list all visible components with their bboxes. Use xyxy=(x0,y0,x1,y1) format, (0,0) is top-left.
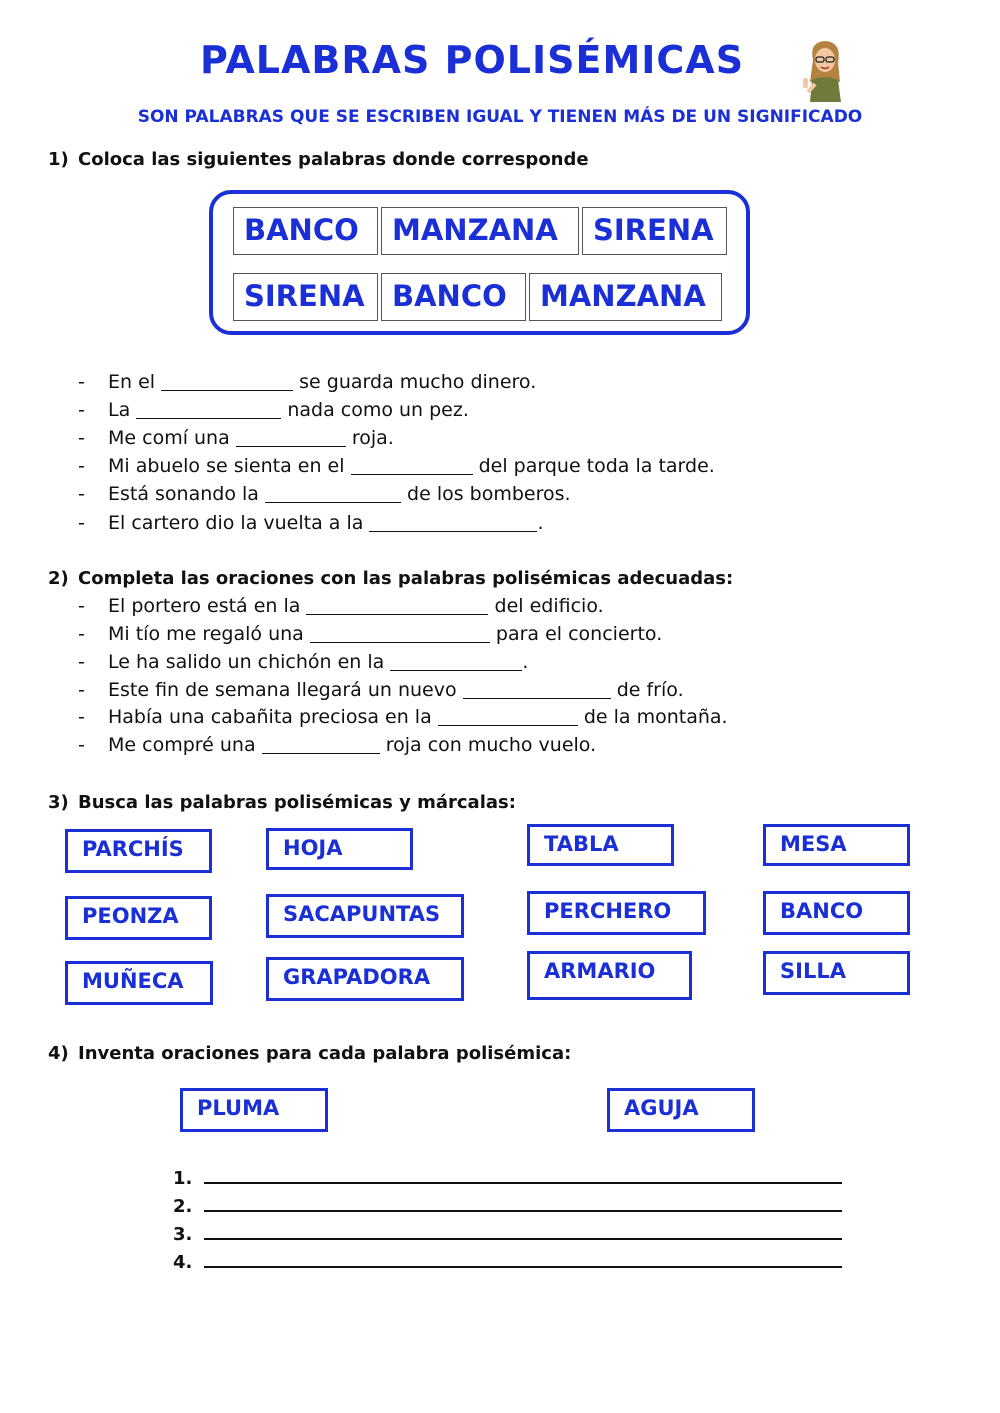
polysemy-word-tag[interactable]: HOJA xyxy=(266,828,413,870)
section3-title: Busca las palabras polisémicas y márcalas: xyxy=(78,792,516,813)
answer-blank[interactable] xyxy=(351,456,473,475)
sentence-word-tag: PLUMA xyxy=(180,1088,328,1132)
answer-blank[interactable] xyxy=(265,484,401,503)
sentence-line: - Mi abuelo se sienta en el del parque toda la tarde. xyxy=(78,455,715,477)
word-bank-item: BANCO xyxy=(381,273,526,321)
section1-title: Coloca las siguientes palabras donde corresponde xyxy=(78,149,589,170)
sentence-line: - Le ha salido un chichón en la . xyxy=(78,651,529,673)
section2-heading xyxy=(48,568,733,589)
section4-heading xyxy=(48,1043,571,1064)
polysemy-word-tag[interactable]: ARMARIO xyxy=(527,951,692,1000)
writing-line[interactable]: 1. xyxy=(173,1168,842,1189)
teacher-avatar-icon xyxy=(795,38,855,102)
word-bank-item: MANZANA xyxy=(381,207,579,255)
sentence-line: - Me compré una roja con mucho vuelo. xyxy=(78,734,597,756)
word-bank-item: MANZANA xyxy=(529,273,722,321)
polysemy-word-tag[interactable]: SACAPUNTAS xyxy=(266,894,464,938)
section4-title: Inventa oraciones para cada palabra polisémica: xyxy=(78,1043,572,1064)
section3-heading xyxy=(48,792,516,813)
answer-blank[interactable] xyxy=(161,372,293,391)
writing-line[interactable]: 2. xyxy=(173,1196,842,1217)
section4-number: 4) xyxy=(48,1043,69,1064)
answer-blank[interactable] xyxy=(236,428,346,447)
sentence-line: - El cartero dio la vuelta a la . xyxy=(78,512,544,534)
sentence-line: - Está sonando la de los bomberos. xyxy=(78,483,571,505)
sentence-word-tag: AGUJA xyxy=(607,1088,755,1132)
section1-number: 1) xyxy=(48,149,69,170)
polysemy-word-tag[interactable]: MESA xyxy=(763,824,910,866)
sentence-line: - La nada como un pez. xyxy=(78,399,469,421)
answer-blank[interactable] xyxy=(262,735,380,754)
answer-blank[interactable] xyxy=(369,513,537,532)
polysemy-word-tag[interactable]: PERCHERO xyxy=(527,891,706,935)
sentence-line: - En el se guarda mucho dinero. xyxy=(78,371,537,393)
section1-heading xyxy=(48,149,589,170)
page-subtitle: SON PALABRAS QUE SE ESCRIBEN IGUAL Y TIENEN MÁS DE UN SIGNIFICADO xyxy=(137,107,863,127)
word-bank-item: SIRENA xyxy=(582,207,727,255)
word-bank-item: SIRENA xyxy=(233,273,378,321)
section2-number: 2) xyxy=(48,568,69,589)
writing-line[interactable]: 4. xyxy=(173,1252,842,1273)
polysemy-word-tag[interactable]: MUÑECA xyxy=(65,961,213,1005)
sentence-line: - Este fin de semana llegará un nuevo de frío. xyxy=(78,679,684,701)
polysemy-word-tag[interactable]: GRAPADORA xyxy=(266,957,464,1001)
word-bank xyxy=(209,190,750,335)
section3-number: 3) xyxy=(48,792,69,813)
sentence-line: - Había una cabañita preciosa en la de la montaña. xyxy=(78,706,728,728)
answer-blank[interactable] xyxy=(463,680,611,699)
sentence-line: - Mi tío me regaló una para el concierto. xyxy=(78,623,663,645)
answer-blank[interactable] xyxy=(438,707,578,726)
writing-line[interactable]: 3. xyxy=(173,1224,842,1245)
section2-title: Completa las oraciones con las palabras polisémicas adecuadas: xyxy=(78,568,734,589)
polysemy-word-tag[interactable]: BANCO xyxy=(763,891,910,935)
answer-blank[interactable] xyxy=(136,400,281,419)
sentence-line: - Me comí una roja. xyxy=(78,427,394,449)
answer-blank[interactable] xyxy=(390,652,522,671)
word-bank-item: BANCO xyxy=(233,207,378,255)
polysemy-word-tag[interactable]: SILLA xyxy=(763,951,910,995)
sentence-line: - El portero está en la del edificio. xyxy=(78,595,604,617)
polysemy-word-tag[interactable]: PEONZA xyxy=(65,896,212,940)
page-title: PALABRAS POLISÉMICAS xyxy=(200,38,745,82)
answer-blank[interactable] xyxy=(310,624,490,643)
polysemy-word-tag[interactable]: PARCHÍS xyxy=(65,829,212,873)
answer-blank[interactable] xyxy=(306,596,488,615)
polysemy-word-tag[interactable]: TABLA xyxy=(527,824,674,866)
